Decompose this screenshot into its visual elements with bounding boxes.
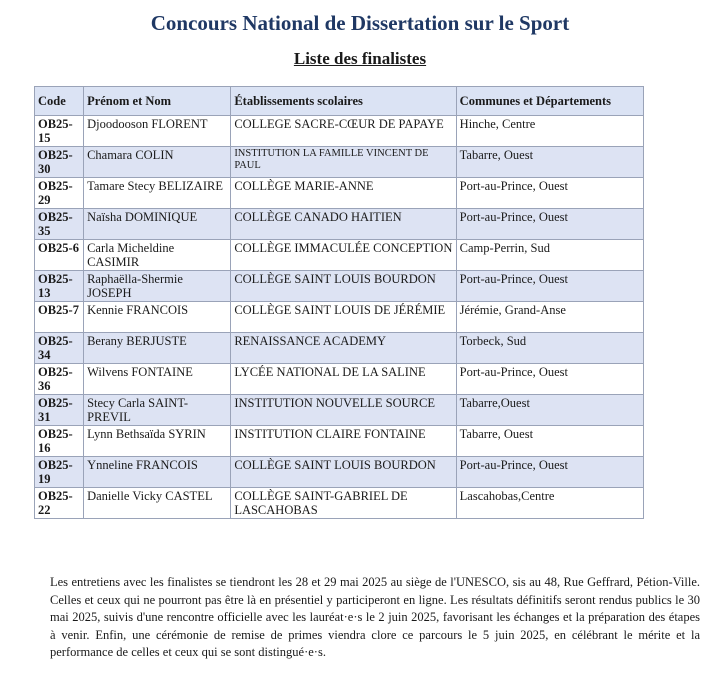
cell-code: OB25-34 <box>35 333 84 364</box>
cell-code: OB25-30 <box>35 147 84 178</box>
document-subtitle: Liste des finalistes <box>293 49 427 68</box>
cell-location: Tabarre, Ouest <box>456 147 643 178</box>
cell-code: OB25-16 <box>35 426 84 457</box>
cell-location: Lascahobas,Centre <box>456 488 643 519</box>
cell-code: OB25-15 <box>35 116 84 147</box>
cell-school: COLLÈGE SAINT LOUIS BOURDON <box>231 271 456 302</box>
cell-school: RENAISSANCE ACADEMY <box>231 333 456 364</box>
document-title: Concours National de Dissertation sur le Sport <box>150 11 570 35</box>
cell-name: Djoodooson FLORENT <box>84 116 231 147</box>
cell-code: OB25-7 <box>35 302 84 333</box>
table-row <box>35 488 644 519</box>
cell-name: Chamara COLIN <box>84 147 231 178</box>
cell-code: OB25-31 <box>35 395 84 426</box>
cell-name: Wilvens FONTAINE <box>84 364 231 395</box>
cell-school: INSTITUTION NOUVELLE SOURCE <box>231 395 456 426</box>
cell-code: OB25-19 <box>35 457 84 488</box>
cell-school: COLLÈGE IMMACULÉE CONCEPTION <box>231 240 456 271</box>
cell-location: Port-au-Prince, Ouest <box>456 271 643 302</box>
table-row <box>35 209 644 240</box>
cell-school: COLLÈGE MARIE-ANNE <box>231 178 456 209</box>
cell-code: OB25-36 <box>35 364 84 395</box>
cell-location: Port-au-Prince, Ouest <box>456 364 643 395</box>
cell-location: Hinche, Centre <box>456 116 643 147</box>
table-row <box>35 457 644 488</box>
cell-name: Danielle Vicky CASTEL <box>84 488 231 519</box>
cell-code: OB25-6 <box>35 240 84 271</box>
header-location: Communes et Départements <box>456 87 643 116</box>
table-row <box>35 147 644 178</box>
table-row <box>35 240 644 271</box>
table-row <box>35 271 644 302</box>
header-name: Prénom et Nom <box>84 87 231 116</box>
finalists-table <box>34 86 644 519</box>
cell-name: Naïsha DOMINIQUE <box>84 209 231 240</box>
cell-school: INSTITUTION LA FAMILLE VINCENT DE PAUL <box>231 147 456 178</box>
table-row <box>35 395 644 426</box>
header-school: Établissements scolaires <box>231 87 456 116</box>
cell-name: Lynn Bethsaïda SYRIN <box>84 426 231 457</box>
cell-code: OB25-29 <box>35 178 84 209</box>
cell-location: Port-au-Prince, Ouest <box>456 178 643 209</box>
cell-code: OB25-13 <box>35 271 84 302</box>
header-code: Code <box>35 87 84 116</box>
cell-name: Stecy Carla SAINT-PREVIL <box>84 395 231 426</box>
cell-school: INSTITUTION CLAIRE FONTAINE <box>231 426 456 457</box>
cell-name: Tamare Stecy BELIZAIRE <box>84 178 231 209</box>
table-row <box>35 426 644 457</box>
cell-location: Jérémie, Grand-Anse <box>456 302 643 333</box>
cell-school: LYCÉE NATIONAL DE LA SALINE <box>231 364 456 395</box>
cell-location: Torbeck, Sud <box>456 333 643 364</box>
table-row <box>35 364 644 395</box>
table-row <box>35 302 644 333</box>
cell-school: COLLÈGE SAINT-GABRIEL DE LASCAHOBAS <box>231 488 456 519</box>
table-header-row <box>35 87 644 116</box>
cell-name: Raphaëlla-Shermie JOSEPH <box>84 271 231 302</box>
cell-school: COLLEGE SACRE-CŒUR DE PAPAYE <box>231 116 456 147</box>
table-row <box>35 116 644 147</box>
cell-code: OB25-22 <box>35 488 84 519</box>
closing-paragraph: Les entretiens avec les finalistes se tiendront les 28 et 29 mai 2025 au siège de l'UNESCO, sis au 48, Rue Geffrard, Pétion-Ville. Celles et ceux qui ne pourront pas être là en présentiel y participeront en ligne. Les résultats définitifs seront rendus publics le 30 mai 2025, suivis d'une rencontre officielle avec les lauréat·e·s le 2 juin 2025, favorisant les échanges et la préparation des étapes à venir. Enfin, une cérémonie de remise de primes viendra clore ce parcours le 5 juin 2025, en célébrant le mérite et la performance de celles et ceux qui se sont distingué·e·s. <box>50 575 700 659</box>
cell-school: COLLÈGE SAINT LOUIS BOURDON <box>231 457 456 488</box>
cell-name: Carla Micheldine CASIMIR <box>84 240 231 271</box>
cell-school: COLLÈGE SAINT LOUIS DE JÉRÉMIE <box>231 302 456 333</box>
cell-name: Ynneline FRANCOIS <box>84 457 231 488</box>
cell-location: Port-au-Prince, Ouest <box>456 457 643 488</box>
cell-location: Port-au-Prince, Ouest <box>456 209 643 240</box>
table-row <box>35 178 644 209</box>
cell-name: Kennie FRANCOIS <box>84 302 231 333</box>
cell-school: COLLÈGE CANADO HAITIEN <box>231 209 456 240</box>
cell-location: Tabarre, Ouest <box>456 426 643 457</box>
cell-location: Camp-Perrin, Sud <box>456 240 643 271</box>
cell-name: Berany BERJUSTE <box>84 333 231 364</box>
table-row <box>35 333 644 364</box>
cell-code: OB25-35 <box>35 209 84 240</box>
cell-location: Tabarre,Ouest <box>456 395 643 426</box>
